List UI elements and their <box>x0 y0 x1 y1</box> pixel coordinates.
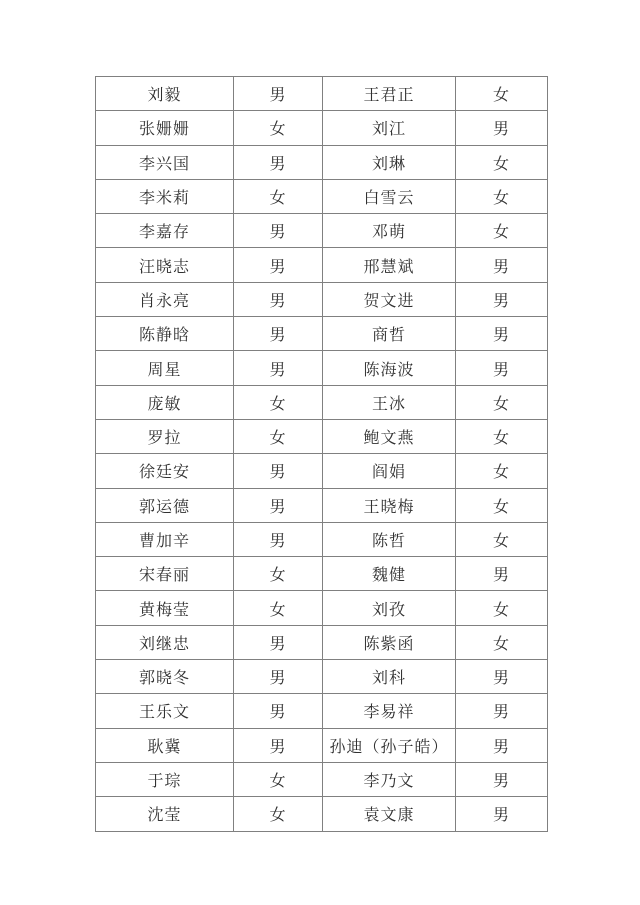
name-cell: 曹加辛 <box>96 522 234 556</box>
name-cell: 郭晓冬 <box>96 660 234 694</box>
name-cell: 刘孜 <box>323 591 456 625</box>
gender-cell: 女 <box>456 385 548 419</box>
gender-cell: 男 <box>456 557 548 591</box>
name-cell: 邢慧斌 <box>323 248 456 282</box>
name-cell: 刘江 <box>323 111 456 145</box>
table-row <box>96 111 548 145</box>
name-cell: 于琮 <box>96 762 234 796</box>
table-row <box>96 797 548 831</box>
gender-cell: 女 <box>456 522 548 556</box>
name-cell: 陈紫函 <box>323 625 456 659</box>
gender-cell: 男 <box>456 762 548 796</box>
name-cell: 商哲 <box>323 317 456 351</box>
gender-cell: 女 <box>456 419 548 453</box>
name-cell: 贺文进 <box>323 282 456 316</box>
gender-cell: 男 <box>234 317 323 351</box>
table-row <box>96 522 548 556</box>
gender-cell: 男 <box>456 660 548 694</box>
gender-cell: 男 <box>234 694 323 728</box>
gender-cell: 男 <box>456 248 548 282</box>
gender-cell: 男 <box>234 488 323 522</box>
gender-cell: 男 <box>234 454 323 488</box>
table-row <box>96 694 548 728</box>
gender-cell: 女 <box>234 762 323 796</box>
name-cell: 李易祥 <box>323 694 456 728</box>
name-cell: 王乐文 <box>96 694 234 728</box>
name-cell: 邓萌 <box>323 214 456 248</box>
name-gender-table <box>95 76 548 832</box>
gender-cell: 女 <box>456 77 548 111</box>
name-cell: 刘继忠 <box>96 625 234 659</box>
table-row <box>96 248 548 282</box>
gender-cell: 女 <box>234 419 323 453</box>
gender-cell: 女 <box>234 111 323 145</box>
name-cell: 周星 <box>96 351 234 385</box>
gender-cell: 男 <box>234 214 323 248</box>
table-row <box>96 77 548 111</box>
name-cell: 魏健 <box>323 557 456 591</box>
table-row <box>96 762 548 796</box>
name-cell: 黄梅莹 <box>96 591 234 625</box>
table-row <box>96 214 548 248</box>
name-cell: 肖永亮 <box>96 282 234 316</box>
table-row <box>96 385 548 419</box>
name-cell: 耿冀 <box>96 728 234 762</box>
name-cell: 张姗姗 <box>96 111 234 145</box>
table-row <box>96 660 548 694</box>
table-row <box>96 454 548 488</box>
name-cell: 王晓梅 <box>323 488 456 522</box>
name-cell: 李嘉存 <box>96 214 234 248</box>
gender-cell: 女 <box>456 488 548 522</box>
name-cell: 李米莉 <box>96 179 234 213</box>
name-cell: 王冰 <box>323 385 456 419</box>
gender-cell: 男 <box>234 351 323 385</box>
name-cell: 罗拉 <box>96 419 234 453</box>
gender-cell: 女 <box>456 625 548 659</box>
table-row <box>96 145 548 179</box>
table-row <box>96 179 548 213</box>
table-row <box>96 282 548 316</box>
gender-cell: 女 <box>456 454 548 488</box>
name-cell: 郭运德 <box>96 488 234 522</box>
table-row <box>96 625 548 659</box>
name-cell: 鲍文燕 <box>323 419 456 453</box>
gender-cell: 男 <box>234 522 323 556</box>
gender-cell: 女 <box>234 591 323 625</box>
table-row <box>96 728 548 762</box>
name-cell: 袁文康 <box>323 797 456 831</box>
gender-cell: 男 <box>234 77 323 111</box>
name-cell: 刘科 <box>323 660 456 694</box>
name-cell: 白雪云 <box>323 179 456 213</box>
gender-cell: 男 <box>456 728 548 762</box>
table-row <box>96 557 548 591</box>
table-row <box>96 591 548 625</box>
name-cell: 沈莹 <box>96 797 234 831</box>
name-cell: 刘琳 <box>323 145 456 179</box>
gender-cell: 女 <box>234 557 323 591</box>
gender-cell: 女 <box>456 591 548 625</box>
gender-cell: 男 <box>234 728 323 762</box>
name-cell: 阎娟 <box>323 454 456 488</box>
name-cell: 李兴国 <box>96 145 234 179</box>
name-cell: 庞敏 <box>96 385 234 419</box>
table-row <box>96 317 548 351</box>
gender-cell: 男 <box>456 317 548 351</box>
name-cell: 王君正 <box>323 77 456 111</box>
name-cell: 陈海波 <box>323 351 456 385</box>
table-body <box>96 77 548 832</box>
gender-cell: 男 <box>234 282 323 316</box>
gender-cell: 男 <box>456 111 548 145</box>
gender-cell: 女 <box>456 179 548 213</box>
gender-cell: 女 <box>234 179 323 213</box>
gender-cell: 男 <box>456 351 548 385</box>
gender-cell: 女 <box>234 797 323 831</box>
name-cell: 刘毅 <box>96 77 234 111</box>
gender-cell: 男 <box>234 625 323 659</box>
gender-cell: 男 <box>456 797 548 831</box>
table-row <box>96 488 548 522</box>
name-cell: 汪晓志 <box>96 248 234 282</box>
gender-cell: 男 <box>456 694 548 728</box>
gender-cell: 男 <box>234 660 323 694</box>
table-row <box>96 351 548 385</box>
name-cell: 宋春丽 <box>96 557 234 591</box>
gender-cell: 女 <box>234 385 323 419</box>
gender-cell: 女 <box>456 145 548 179</box>
gender-cell: 男 <box>234 145 323 179</box>
gender-cell: 男 <box>234 248 323 282</box>
name-cell: 孙迪（孙子皓） <box>323 728 456 762</box>
gender-cell: 男 <box>456 282 548 316</box>
name-cell: 陈哲 <box>323 522 456 556</box>
name-cell: 陈静晗 <box>96 317 234 351</box>
gender-cell: 女 <box>456 214 548 248</box>
name-cell: 李乃文 <box>323 762 456 796</box>
table-row <box>96 419 548 453</box>
name-cell: 徐廷安 <box>96 454 234 488</box>
